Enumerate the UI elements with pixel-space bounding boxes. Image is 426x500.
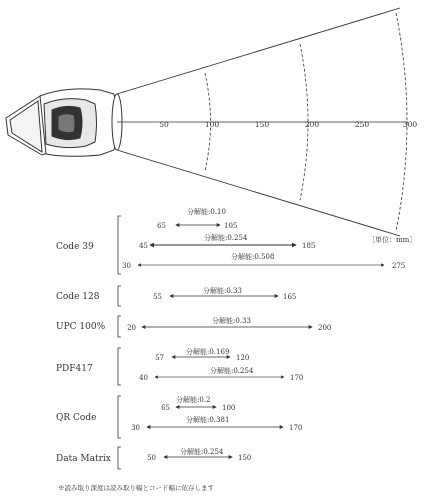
resolution-label: 分解能:0.254: [210, 367, 254, 375]
range-start: 57: [155, 354, 164, 362]
scanner-illustration: [6, 89, 122, 156]
range-end: 170: [289, 424, 303, 432]
range-end: 185: [302, 242, 316, 250]
range-end: 120: [236, 354, 250, 362]
datamatrix-group: [56, 447, 251, 469]
resolution-label: 分解能:0.254: [204, 234, 248, 242]
axis-tick: 300: [402, 120, 418, 129]
axis-tick: 100: [204, 120, 220, 129]
range-start: 20: [127, 324, 136, 332]
range-start: 30: [131, 424, 140, 432]
range-start: 65: [157, 222, 166, 230]
category-label: UPC 100%: [56, 322, 106, 332]
bracket: [118, 396, 121, 438]
upc-group: [56, 316, 331, 337]
pdf417-group: [56, 347, 303, 385]
category-label: PDF417: [56, 364, 93, 374]
bracket: [118, 316, 121, 337]
code128-group: [56, 286, 296, 306]
range-start: 55: [153, 293, 162, 301]
range-end: 105: [224, 222, 238, 230]
resolution-label: 分解能:0.508: [231, 253, 275, 261]
axis-tick: 150: [254, 120, 270, 129]
range-start: 40: [139, 374, 148, 382]
resolution-label: 分解能:0.2: [176, 396, 211, 404]
category-label: Code 39: [56, 242, 94, 252]
bracket: [118, 348, 121, 385]
range-end: 165: [283, 293, 297, 301]
category-label: QR Code: [56, 413, 97, 423]
range-end: 150: [238, 454, 252, 462]
code39-group: [56, 207, 405, 274]
bracket: [118, 286, 121, 306]
resolution-label: 分解能:0.381: [186, 416, 230, 424]
resolution-label: 分解能:0.33: [203, 287, 242, 295]
depth-axis-ticks: [159, 120, 417, 129]
range-end: 275: [392, 262, 406, 270]
qrcode-group: [56, 395, 302, 438]
range-end: 200: [318, 324, 332, 332]
axis-tick: 50: [159, 120, 169, 129]
footnote: ※読み取り深度は読み取り幅とコード幅に依存します: [58, 484, 214, 492]
bracket: [118, 216, 121, 274]
resolution-label: 分解能:0.169: [186, 348, 230, 356]
resolution-label: 分解能:0.33: [212, 317, 251, 325]
category-label: Code 128: [56, 292, 100, 302]
range-end: 100: [222, 404, 236, 412]
range-start: 45: [139, 242, 148, 250]
unit-label: ［単位：mm］: [368, 236, 417, 244]
resolution-label: 分解能:0.10: [187, 208, 226, 216]
range-end: 170: [290, 374, 304, 382]
bracket: [118, 447, 121, 469]
resolution-label: 分解能:0.254: [180, 448, 224, 456]
category-label: Data Matrix: [56, 454, 111, 464]
range-start: 65: [161, 404, 170, 412]
range-start: 30: [122, 262, 131, 270]
axis-tick: 250: [354, 120, 370, 129]
axis-tick: 200: [304, 120, 320, 129]
range-start: 50: [147, 454, 156, 462]
